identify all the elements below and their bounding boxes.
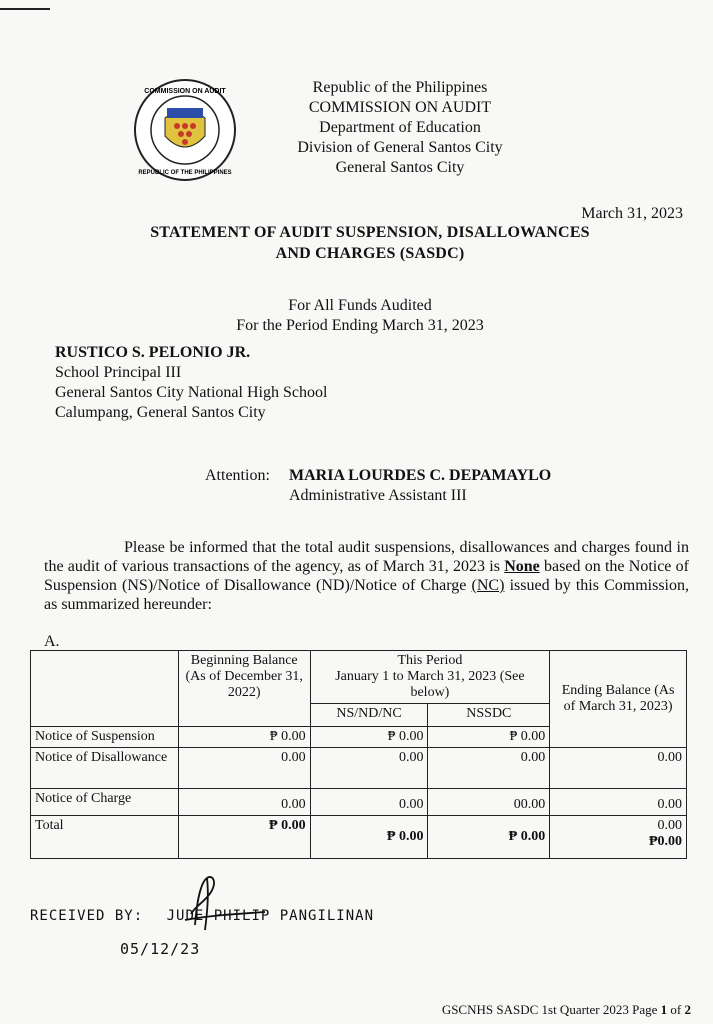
paragraph-text: based on the Notice of Suspension (NS)/Notice of Disallowance (ND)/Notice of Charge (44, 558, 689, 594)
cell-ending-charge: 0.00 (657, 818, 682, 833)
seal-text-bottom: REPUBLIC OF THE PHILIPPINES (138, 170, 232, 176)
table-corner-cell (31, 651, 179, 727)
letterhead-line: General Santos City (335, 159, 465, 176)
paragraph-text: issued by this Commission, as summarized hereunder: (44, 577, 689, 613)
document-title (90, 222, 650, 264)
table-row (31, 789, 687, 816)
section-label: A. (44, 633, 60, 650)
attention-block (205, 466, 551, 506)
coa-seal-icon (133, 78, 237, 182)
row-label: Notice of Charge (31, 789, 179, 816)
cell-nssdc: ₱ 0.00 (428, 727, 550, 748)
footer-page: 1 (660, 1002, 668, 1017)
row-label: Notice of Disallowance (31, 748, 179, 789)
addressee-block (55, 343, 327, 423)
body-paragraph (44, 538, 689, 614)
subtitle-line: For All Funds Audited (288, 297, 432, 314)
cell-ending-total: ₱0.00 (648, 834, 682, 849)
table-row (31, 816, 687, 859)
letterhead-line: Department of Education (319, 119, 481, 136)
corner-mark (0, 8, 50, 10)
cell-nsndnc: 0.00 (310, 789, 428, 816)
attention-label: Attention: (205, 467, 270, 484)
addressee-school: General Santos City National High School (55, 384, 328, 401)
attention-position: Administrative Assistant III (289, 487, 467, 504)
footer-text: GSCNHS SASDC 1st Quarter 2023 Page (441, 1002, 661, 1017)
subheader-nsndnc: NS/ND/NC (310, 704, 428, 727)
none-emphasis: None (504, 558, 540, 575)
summary-table (30, 650, 687, 859)
cell-beginning: 0.00 (178, 789, 310, 816)
header-beginning-balance: Beginning Balance (As of December 31, 2022) (178, 651, 310, 727)
paragraph-text: Please be informed that the total audit suspensions, disallowances and charges found in the audit of various transactions of the agency, as of March 31, 2023 is (44, 539, 689, 575)
received-block (30, 908, 374, 924)
cell-nsndnc: 0.00 (310, 748, 428, 789)
row-label: Notice of Suspension (31, 727, 179, 748)
footer-of: of (667, 1002, 685, 1017)
seal-text-top: COMMISSION ON AUDIT (144, 88, 226, 95)
this-period-range: January 1 to March 31, 2023 (See below) (335, 669, 525, 700)
document-subtitle (170, 296, 550, 336)
cell-ending: 0.00 (550, 789, 687, 816)
cell-ending: 0.00 (550, 748, 687, 789)
cell-nsndnc: ₱ 0.00 (310, 816, 428, 859)
addressee-address: Calumpang, General Santos City (55, 404, 266, 421)
cell-nssdc: ₱ 0.00 (428, 816, 550, 859)
received-date: 05/12/23 (120, 940, 201, 958)
received-name: JUDE PHILIP PANGILINAN (166, 908, 375, 924)
cell-nssdc: 0.00 (428, 748, 550, 789)
row-label: Total (31, 816, 179, 859)
cell-nssdc: 00.00 (428, 789, 550, 816)
signature-icon (155, 870, 275, 940)
document-date: March 31, 2023 (581, 205, 683, 222)
cell-beginning: ₱ 0.00 (178, 727, 310, 748)
page-footer (442, 1002, 691, 1018)
footer-total: 2 (684, 1002, 691, 1017)
this-period-line: This Period (397, 653, 463, 668)
cell-nsndnc: ₱ 0.00 (310, 727, 428, 748)
received-label: RECEIVED BY: (30, 908, 144, 924)
subheader-nssdc: NSSDC (428, 704, 550, 727)
cell-beginning: ₱ 0.00 (178, 816, 310, 859)
nc-underline: (NC) (471, 577, 505, 594)
attention-name: MARIA LOURDES C. DEPAMAYLO (289, 467, 552, 484)
cell-ending (550, 816, 687, 859)
title-line: AND CHARGES (SASDC) (275, 245, 465, 262)
addressee-position: School Principal III (55, 364, 182, 381)
header-this-period (310, 651, 550, 704)
cell-beginning: 0.00 (178, 748, 310, 789)
letterhead-line: Division of General Santos City (297, 139, 503, 156)
title-line: STATEMENT OF AUDIT SUSPENSION, DISALLOWANCES (150, 224, 590, 241)
header-ending-balance: Ending Balance (As of March 31, 2023) (550, 651, 687, 748)
letterhead-line: COMMISSION ON AUDIT (308, 99, 492, 116)
subtitle-line: For the Period Ending March 31, 2023 (236, 317, 484, 334)
letterhead-line: Republic of the Philippines (312, 79, 488, 96)
table-row (31, 748, 687, 789)
addressee-name: RUSTICO S. PELONIO JR. (55, 344, 251, 361)
letterhead (270, 78, 530, 178)
